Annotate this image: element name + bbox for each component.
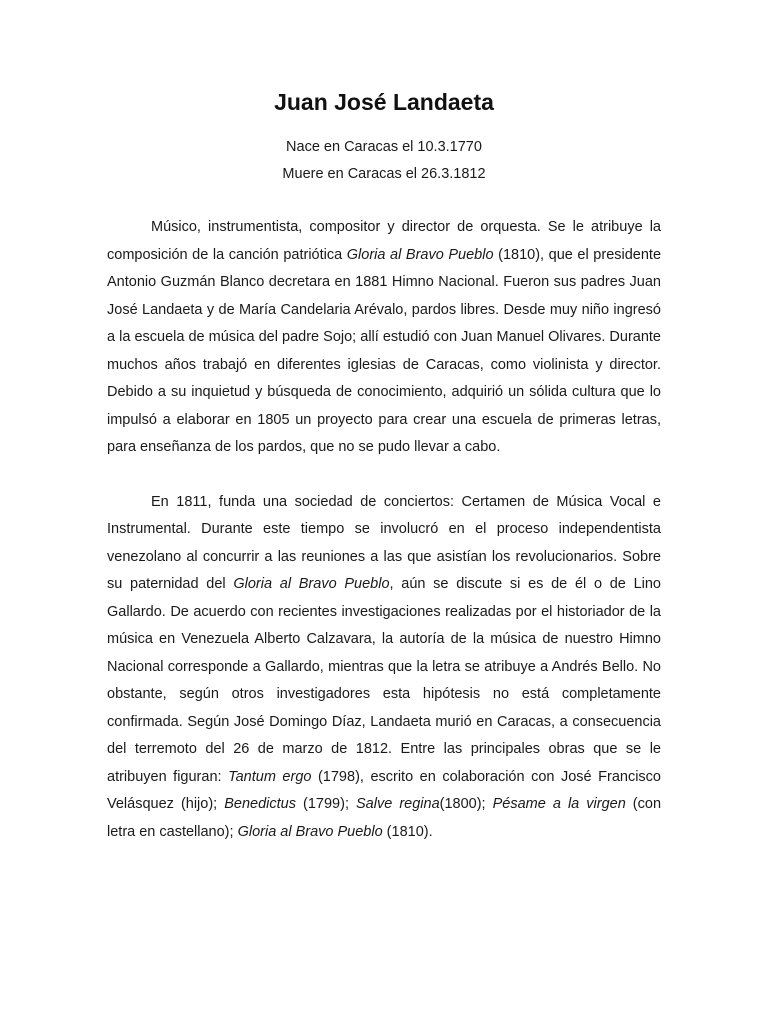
birth-line: Nace en Caracas el 10.3.1770	[286, 139, 482, 155]
paragraph-1-work-title: Gloria al Bravo Pueblo	[346, 246, 494, 263]
document-page	[107, 88, 661, 846]
paragraph-2-work-title-3: Benedictus	[224, 796, 296, 812]
paragraph-2-text-e: (1798), escrito en colaboración con José Francisco Velásquez (hijo);	[107, 768, 661, 812]
paragraph-1-text-a: Músico, instrumentista, compositor y director de orquesta. Se le atribuye la composición de la canción patriótica	[107, 219, 661, 263]
paragraph-2-text-g: (1799);	[296, 796, 357, 812]
paragraph-1-text-c: (1810), que el presidente Antonio Guzmán Blanco decretara en 1881 Himno Nacional. Fueron sus padres Juan José Landaeta y de María Candelaria Arévalo, pardos libres. Desde muy niño ingresó a la escuela de música del padre Sojo; allí estudió con Juan Manuel Olivares. Durante muchos años trabajó en diferentes iglesias de Caracas, como violinista y director. Debido a su inquietud y búsqueda de conocimiento, adquirió un sólida cultura que lo impulsó a elaborar en 1805 un proyecto para crear una escuela de primeras letras, para enseñanza de los pardos, que no se pudo llevar a cabo.	[107, 246, 662, 455]
document-title: Juan José Landaeta	[274, 89, 494, 115]
paragraph-2-text-i: (1800);	[439, 796, 493, 812]
paragraph-2-work-title-1: Gloria al Bravo Pueblo	[233, 576, 390, 592]
paragraph-2-text-a: En 1811, funda una sociedad de conciertos: Certamen de Música Vocal e Instrumental. Durante este tiempo se involucró en el proceso independentista venezolano al concurrir a las reuniones a las que asistían los revolucionarios. Sobre su paternidad del	[107, 493, 661, 592]
paragraph-2-text-k: (con letra en castellano);	[107, 796, 662, 840]
paragraph-2-work-title-2: Tantum ergo	[228, 768, 312, 785]
paragraph-2-text-m: (1810).	[382, 823, 433, 840]
paragraph-2	[107, 489, 661, 847]
paragraph-2-text-c: , aún se discute si es de él o de Lino Gallardo. De acuerdo con recientes investigaciones realizadas por el historiador de la música en Venezuela Alberto Calzavara, la autoría de la música de nuestro Himno Nacional corresponde a Gallardo, mientras que la letra se atribuye a Andrés Bello. No obstante, según otros investigadores esta hipótesis no está completamente confirmada. Según José Domingo Díaz, Landaeta murió en Caracas, a consecuencia del terremoto del 26 de marzo de 1812. Entre las principales obras que se le atribuyen figuran:	[107, 576, 661, 785]
paragraph-2-work-title-4: Salve regina	[356, 796, 440, 812]
death-line: Muere en Caracas el 26.3.1812	[282, 166, 486, 182]
paragraph-2-work-title-5: Pésame a la virgen	[492, 796, 626, 812]
paragraph-2-work-title-6: Gloria al Bravo Pueblo	[237, 823, 383, 840]
paragraph-1	[107, 214, 661, 462]
